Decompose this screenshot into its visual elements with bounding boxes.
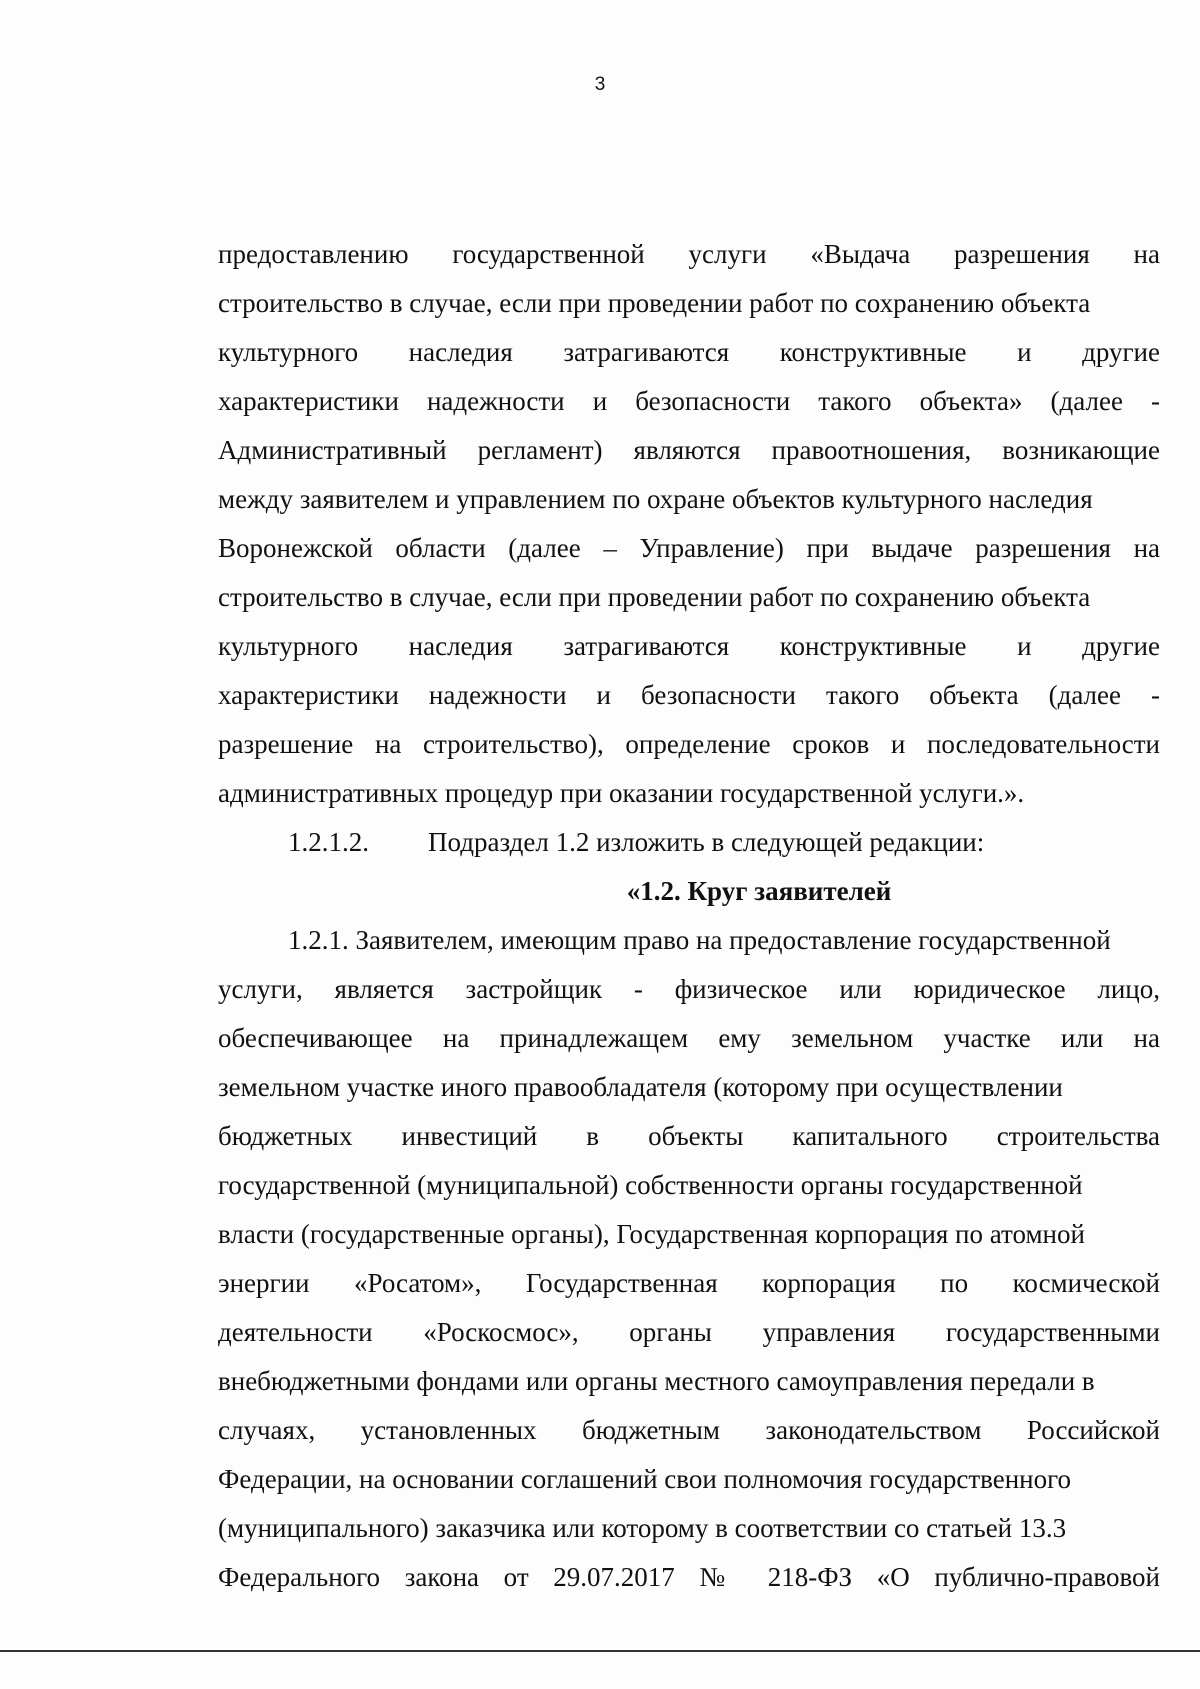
text-line: внебюджетными фондами или органы местного самоуправления передали в (218, 1366, 1095, 1396)
text-line: строительство в случае, если при проведении работ по сохранению объекта (218, 582, 1091, 612)
item-text: Подраздел 1.2 изложить в следующей редакции: (428, 827, 985, 857)
text-line: характеристики надежности и безопасности такого объекта» (далее - (218, 386, 1160, 416)
text-line: Федерации, на основании соглашений свои полномочия государственного (218, 1464, 1072, 1494)
text-line: (муниципального) заказчика или которому в соответствии со статьей 13.3 (218, 1513, 1067, 1543)
text-line: обеспечивающее на принадлежащем ему земельном участке или на (218, 1023, 1160, 1053)
text-line: 1.2.1. Заявителем, имеющим право на предоставление государственной (288, 925, 1111, 955)
text-line: административных процедур при оказании государственной услуги.». (218, 778, 1025, 808)
text-line: услуги, является застройщик - физическое или юридическое лицо, (218, 974, 1160, 1004)
text-line: строительство в случае, если при проведении работ по сохранению объекта (218, 288, 1091, 318)
item-number: 1.2.1.2. (288, 827, 369, 857)
text-line: культурного наследия затрагиваются конструктивные и другие (218, 337, 1160, 367)
text-line: случаях, установленных бюджетным законодательством Российской (218, 1415, 1160, 1445)
text-line: деятельности «Роскосмос», органы управления государственными (218, 1317, 1160, 1347)
text-line: Административный регламент) являются правоотношения, возникающие (218, 435, 1160, 465)
text-line: государственной (муниципальной) собственности органы государственной (218, 1170, 1083, 1200)
text-line: предоставлению государственной услуги «Выдача разрешения на (218, 239, 1160, 269)
text-line: Воронежской области (далее – Управление) при выдаче разрешения на (218, 533, 1160, 563)
text-line: земельном участке иного правообладателя (которому при осуществлении (218, 1072, 1063, 1102)
text-line: культурного наследия затрагиваются конструктивные и другие (218, 631, 1160, 661)
text-line: энергии «Росатом», Государственная корпорация по космической (218, 1268, 1160, 1298)
text-line: между заявителем и управлением по охране объектов культурного наследия (218, 484, 1093, 514)
scan-edge-line (0, 1650, 1200, 1652)
document-body (218, 230, 1160, 1602)
text-line: Федерального закона от 29.07.2017 № 218-ФЗ «О публично-правовой (218, 1562, 1160, 1592)
text-line: власти (государственные органы), Государственная корпорация по атомной (218, 1219, 1085, 1249)
section-heading: «1.2. Круг заявителей (626, 876, 892, 906)
page-number: 3 (594, 74, 606, 95)
text-line: бюджетных инвестиций в объекты капитального строительства (218, 1121, 1160, 1151)
text-line: разрешение на строительство), определение сроков и последовательности (218, 729, 1160, 759)
text-line: характеристики надежности и безопасности такого объекта (далее - (218, 680, 1160, 710)
amendment-item (218, 818, 1160, 867)
